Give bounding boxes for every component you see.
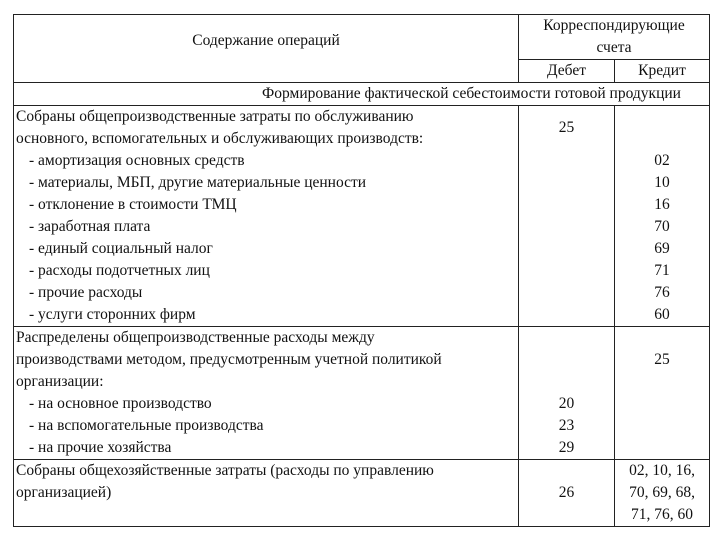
block1-credit: 76 xyxy=(654,284,670,301)
block2-debit: 29 xyxy=(558,439,575,456)
block1-debit-cell xyxy=(519,106,615,327)
block2-debit: 20 xyxy=(558,395,575,412)
block1-item: - заработная плата xyxy=(29,218,151,235)
block2-credit-cell xyxy=(615,327,710,460)
block2-item: - на прочие хозяйства xyxy=(29,439,172,456)
block3-credit: 71, 76, 60 xyxy=(631,506,693,523)
block3-credit: 70, 69, 68, xyxy=(629,484,695,501)
operations-header: Содержание операций xyxy=(14,15,519,83)
block1-item: - прочие расходы xyxy=(29,284,143,301)
accounts-header-line2: счета xyxy=(596,39,632,56)
block1-description xyxy=(14,106,519,327)
block1-item: - расходы подотчетных лиц xyxy=(29,262,210,279)
block1-item: - материалы, МБП, другие материальные ценности xyxy=(29,174,367,191)
block3-description xyxy=(14,460,519,527)
block2-debit: 23 xyxy=(558,417,575,434)
block2-credit: 25 xyxy=(654,351,670,368)
block3-line2: организацией) xyxy=(16,484,112,501)
block1-credit: 71 xyxy=(654,262,670,279)
block2-description xyxy=(14,327,519,460)
block1-line1: Собраны общепроизводственные затраты по обслуживанию xyxy=(16,108,414,125)
block1-credit: 10 xyxy=(654,174,670,191)
section-row xyxy=(14,83,710,106)
block3-line1: Собраны общехозяйственные затраты (расходы по управлению xyxy=(16,462,434,479)
block2-line1: Распределены общепроизводственные расходы между xyxy=(16,329,375,346)
block2-item: - на основное производство xyxy=(29,395,212,412)
block1-credit: 60 xyxy=(654,306,670,323)
block3-debit-cell xyxy=(519,460,615,527)
block2-line2: производствами методом, предусмотренным учетной политикой xyxy=(16,351,442,368)
block1-item: - отклонение в стоимости ТМЦ xyxy=(29,196,237,213)
block3-credit-cell xyxy=(615,460,710,527)
block1-debit: 25 xyxy=(558,119,575,136)
block2-debit-cell xyxy=(519,327,615,460)
block3-debit: 26 xyxy=(558,484,575,501)
section-title: Формирование фактической себестоимости готовой продукции xyxy=(14,83,710,106)
block1-credit: 02 xyxy=(654,152,670,169)
block1-item: - услуги сторонних фирм xyxy=(29,306,196,323)
block2-row xyxy=(14,327,710,460)
header-row xyxy=(14,15,710,60)
block2-item: - на вспомогательные производства xyxy=(29,417,264,434)
block3-row xyxy=(14,460,710,527)
block1-credit: 70 xyxy=(654,218,670,235)
accounts-header-line1: Корреспондирующие xyxy=(543,17,685,34)
block1-credit-cell xyxy=(615,106,710,327)
block1-credit: 69 xyxy=(654,240,670,257)
block1-row xyxy=(14,106,710,327)
block2-line3: организации: xyxy=(16,373,104,390)
credit-header: Кредит xyxy=(615,60,710,83)
accounts-header xyxy=(519,15,710,60)
block3-credit: 02, 10, 16, xyxy=(629,462,695,479)
block1-item: - амортизация основных средств xyxy=(29,152,245,169)
operations-table xyxy=(13,14,710,527)
debit-header: Дебет xyxy=(519,60,615,83)
block1-credit: 16 xyxy=(654,196,670,213)
block1-line2: основного, вспомогательных и обслуживающих производств: xyxy=(16,130,424,147)
block1-item: - единый социальный налог xyxy=(29,240,213,257)
